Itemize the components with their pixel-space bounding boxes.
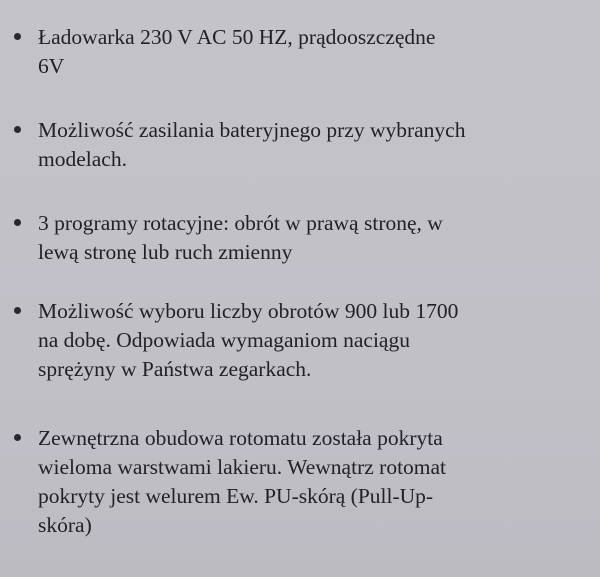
feature-item-battery	[14, 116, 574, 174]
feature-item-housing	[14, 424, 574, 540]
feature-line: na dobę. Odpowiada wymaganiom naciągu	[38, 328, 410, 352]
feature-text	[38, 424, 574, 540]
bullet-icon	[14, 219, 21, 226]
feature-line: lewą stronę lub ruch zmienny	[38, 240, 293, 264]
feature-line: Ładowarka 230 V AC 50 HZ, prądooszczędne	[38, 25, 436, 49]
feature-text	[38, 23, 574, 81]
feature-line: 3 programy rotacyjne: obrót w prawą stronę, w	[38, 211, 443, 235]
bullet-icon	[14, 307, 21, 314]
feature-text	[38, 209, 574, 267]
feature-line: sprężyny w Państwa zegarkach.	[38, 357, 312, 381]
feature-item-programs	[14, 209, 574, 267]
bullet-icon	[14, 434, 21, 441]
feature-line: pokryty jest welurem Ew. PU-skórą (Pull-Up-	[38, 484, 434, 508]
feature-line: modelach.	[38, 147, 127, 171]
feature-text	[38, 116, 574, 174]
feature-line: skóra)	[38, 513, 92, 537]
feature-line: wieloma warstwami lakieru. Wewnątrz rotomat	[38, 455, 447, 479]
feature-item-charger	[14, 23, 574, 81]
feature-item-rotations	[14, 297, 574, 384]
feature-line: Możliwość zasilania bateryjnego przy wybranych	[38, 118, 466, 142]
feature-line: 6V	[38, 54, 65, 78]
feature-text	[38, 297, 574, 384]
feature-line: Możliwość wyboru liczby obrotów 900 lub 1700	[38, 299, 459, 323]
feature-line: Zewnętrzna obudowa rotomatu została pokryta	[38, 426, 443, 450]
bullet-icon	[14, 33, 21, 40]
bullet-icon	[14, 126, 21, 133]
